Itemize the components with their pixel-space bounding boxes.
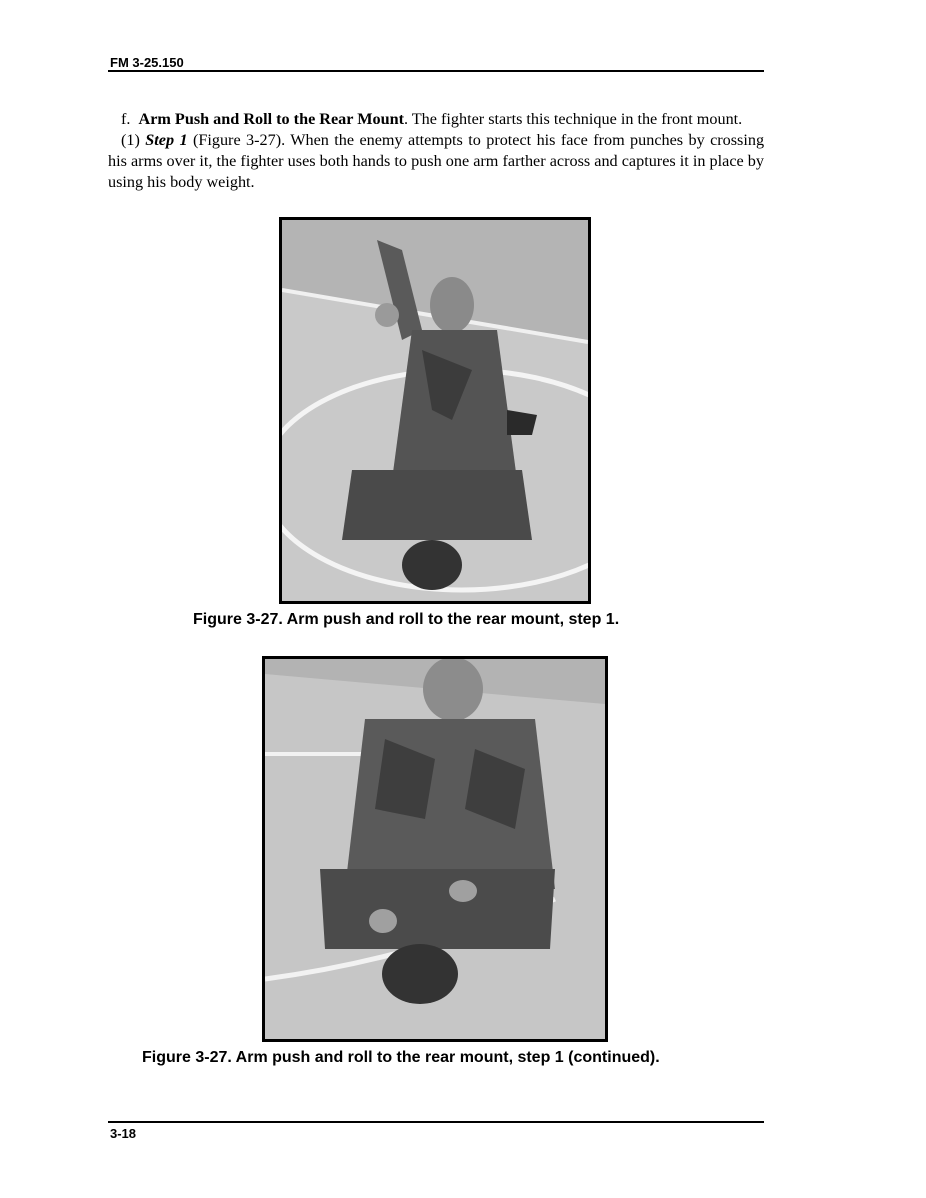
step-label: Step 1 [145,131,188,149]
section-intro: . The fighter starts this technique in the front mount. [403,110,743,128]
figure-caption-2: Figure 3-27. Arm push and roll to the rear mount, step 1 (continued). [142,1049,660,1066]
section-title: Arm Push and Roll to the Rear Mount [138,110,404,128]
figure-caption-1: Figure 3-27. Arm push and roll to the rear mount, step 1. [193,611,620,628]
figure-photo-2 [262,656,608,1042]
step-text: . When the enemy attempts to protect his face from punches by crossing his arms over it, the fighter uses both hands to push one arm farther across and captures it in place by using his body weight. [108,131,765,191]
step-paragraph [108,130,764,193]
step-number: (1) [121,131,140,149]
figure-reference: (Figure 3-27) [192,131,282,149]
page-number: 3-18 [110,1126,137,1141]
section-marker: f. [121,110,131,128]
footer-rule [108,1121,764,1123]
figure-photo-1 [279,217,591,604]
body-text [108,109,764,193]
document-id: FM 3-25.150 [110,55,184,70]
section-paragraph [108,109,764,130]
header-rule [108,70,764,72]
